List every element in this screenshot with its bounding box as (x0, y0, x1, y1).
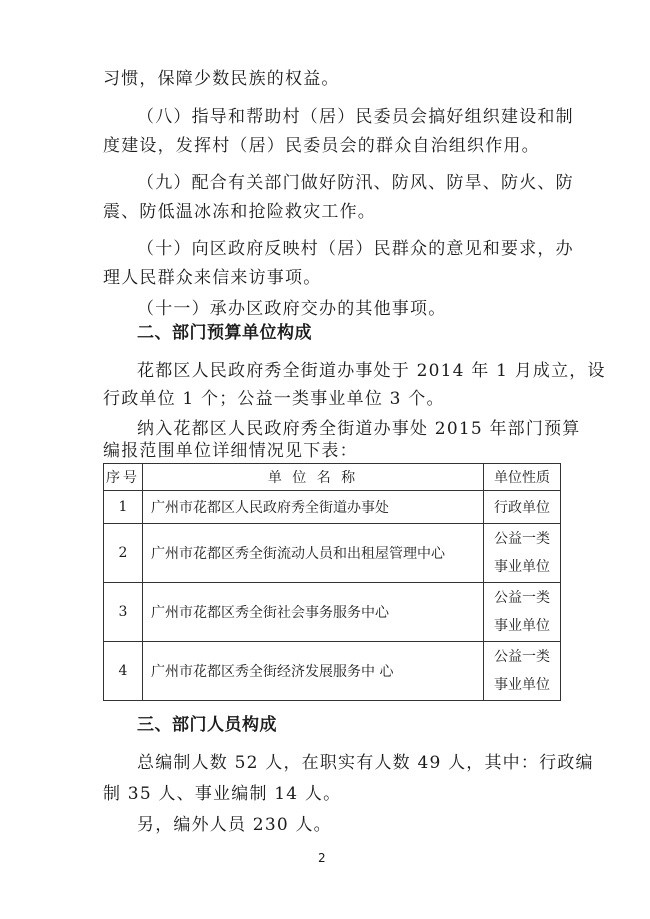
page-number: 2 (318, 851, 326, 865)
nature-line: 公益一类 (494, 531, 550, 547)
table-header-row (104, 464, 561, 491)
paragraph-line: 编报范围单位详细情况见下表： (103, 441, 358, 461)
paragraph-line: 震、防低温冰冻和抢险救灾工作。 (103, 202, 376, 222)
cell-unit-nature (484, 642, 561, 701)
col-header-nature: 单位性质 (484, 464, 561, 491)
cell-unit-name: 广州市花都区人民政府秀全街道办事处 (143, 491, 484, 524)
cell-no: 2 (104, 524, 143, 583)
table-row (104, 524, 561, 583)
nature-line: 事业单位 (494, 559, 550, 575)
section-heading: 二、部门预算单位构成 (137, 323, 312, 343)
paragraph-line: （八）指导和帮助村（居）民委员会搞好组织建设和制 (137, 107, 574, 127)
cell-unit-nature (484, 524, 561, 583)
paragraph-line: （十）向区政府反映村（居）民群众的意见和要求，办 (137, 239, 574, 259)
paragraph-line: （十一）承办区政府交办的其他事项。 (137, 299, 447, 319)
paragraph-line: 总编制人数 52 人，在职实有人数 49 人，其中：行政编 (137, 753, 594, 773)
nature-line: 事业单位 (494, 677, 550, 693)
cell-unit-nature (484, 583, 561, 642)
col-header-name: 单 位 名 称 (143, 464, 484, 491)
cell-unit-name: 广州市花都区秀全街社会事务服务中心 (143, 583, 484, 642)
paragraph-line: 纳入花都区人民政府秀全街道办事处 2015 年部门预算 (137, 419, 581, 439)
cell-no: 3 (104, 583, 143, 642)
cell-no: 4 (104, 642, 143, 701)
col-header-no: 序号 (104, 464, 143, 491)
units-table (103, 463, 561, 701)
paragraph-line: 理人民群众来信来访事项。 (103, 268, 322, 288)
paragraph-line: 习惯，保障少数民族的权益。 (103, 69, 340, 89)
paragraph-line: （九）配合有关部门做好防汛、防风、防旱、防火、防 (137, 173, 574, 193)
cell-unit-nature: 行政单位 (484, 491, 561, 524)
nature-line: 公益一类 (494, 590, 550, 606)
paragraph-line: 行政单位 1 个；公益一类事业单位 3 个。 (103, 389, 445, 409)
cell-unit-name: 广州市花都区秀全街经济发展服务中 心 (143, 642, 484, 701)
section-heading: 三、部门人员构成 (137, 715, 277, 735)
cell-no: 1 (104, 491, 143, 524)
paragraph-line: 另，编外人员 230 人。 (137, 815, 332, 835)
table-row (104, 583, 561, 642)
paragraph-line: 花都区人民政府秀全街道办事处于 2014 年 1 月成立，设 (137, 361, 606, 381)
cell-unit-name: 广州市花都区秀全街流动人员和出租屋管理中心 (143, 524, 484, 583)
table-row (104, 491, 561, 524)
paragraph-line: 制 35 人、事业编制 14 人。 (103, 784, 342, 804)
table-row (104, 642, 561, 701)
paragraph-line: 度建设，发挥村（居）民委员会的群众自治组织作用。 (103, 136, 540, 156)
nature-line: 事业单位 (494, 618, 550, 634)
nature-line: 公益一类 (494, 649, 550, 665)
